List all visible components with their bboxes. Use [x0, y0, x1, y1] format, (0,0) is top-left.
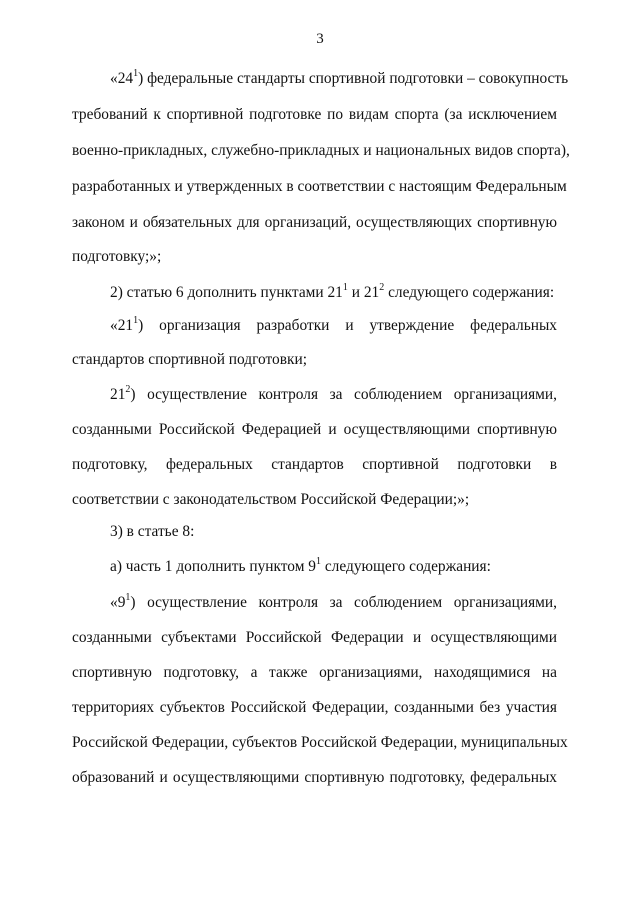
line-text: ) осуществление контроля за соблюдением организациями,: [130, 386, 557, 403]
superscript: 1: [316, 555, 321, 567]
line-text: 2) статью 6 дополнить пунктами 21: [110, 284, 343, 301]
paragraph-line: требований к спортивной подготовке по видам спорта (за исключением: [72, 106, 557, 123]
superscript: 1: [125, 591, 131, 603]
paragraph-line: [110, 283, 554, 303]
paragraph-line: созданными субъектами Российской Федерации и осуществляющими: [72, 629, 557, 646]
paragraph-line: 3) в статье 8:: [110, 523, 195, 540]
superscript: 1: [133, 67, 139, 79]
superscript: 1: [133, 314, 139, 326]
paragraph-line: территориях субъектов Российской Федерации, созданными без участия: [72, 699, 557, 716]
line-text: следующего содержания:: [321, 558, 491, 575]
paragraph-line: созданными Российской Федерацией и осуществляющими спортивную: [72, 421, 557, 438]
paragraph-line: образований и осуществляющими спортивную подготовку, федеральных: [72, 769, 557, 786]
paragraph-line: [110, 316, 557, 336]
line-text: ) осуществление контроля за соблюдением организациями,: [130, 594, 557, 611]
paragraph-line: законом и обязательных для организаций, осуществляющих спортивную: [72, 214, 557, 231]
paragraph-line: [110, 593, 557, 613]
paragraph-line: Российской Федерации, субъектов Российской Федерации, муниципальных: [72, 734, 568, 751]
paragraph-line: военно-прикладных, служебно-прикладных и национальных видов спорта),: [72, 142, 570, 159]
line-text: «9: [110, 594, 126, 611]
line-text: ) организация разработки и утверждение федеральных: [138, 317, 557, 334]
superscript: 2: [125, 383, 131, 395]
line-text: «24: [110, 70, 134, 87]
line-text: 21: [110, 386, 126, 403]
paragraph-line: [110, 385, 557, 405]
line-text: «21: [110, 317, 134, 334]
line-text: ) федеральные стандарты спортивной подготовки – совокупность: [138, 70, 569, 87]
superscript: 2: [379, 281, 385, 293]
page-number: 3: [316, 31, 324, 47]
paragraph-line: подготовку, федеральных стандартов спортивной подготовки в: [72, 456, 557, 473]
paragraph-line: [110, 557, 491, 577]
paragraph-line: спортивную подготовку, а также организациями, находящимися на: [72, 664, 557, 681]
line-text: и 21: [347, 284, 380, 301]
paragraph-line: соответствии с законодательством Российской Федерации;»;: [72, 491, 470, 508]
superscript: 1: [342, 281, 348, 293]
paragraph-line: стандартов спортивной подготовки;: [72, 351, 308, 368]
paragraph-line: разработанных и утвержденных в соответствии с настоящим Федеральным: [72, 178, 567, 195]
line-text: следующего содержания:: [384, 284, 555, 301]
paragraph-line: [110, 67, 569, 89]
line-text: а) часть 1 дополнить пунктом 9: [110, 558, 316, 575]
paragraph-line: подготовку;»;: [72, 248, 162, 265]
